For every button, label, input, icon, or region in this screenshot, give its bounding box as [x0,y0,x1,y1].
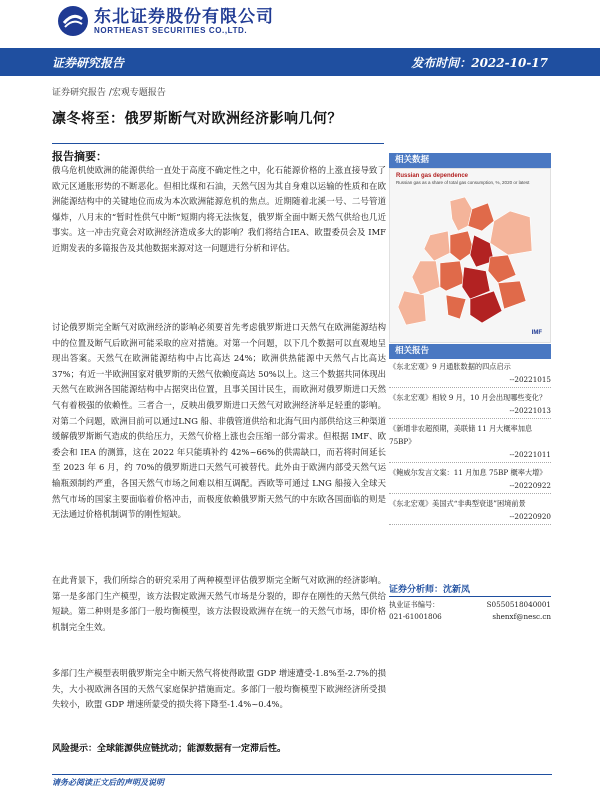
analyst-info [389,582,551,623]
summary-paragraph-1: 俄乌危机使欧洲的能源供给一直处于高度不确定性之中，化石能源价格的上涨直接导致了欧元区通胀形势的不断恶化。但相比煤和石油，天然气因为其自身难以运输的性质和在欧洲能源结构中的关键地位而成为本次欧洲能源危机的焦点。近期随着北溪一号、二号管道爆炸，八月末的“暂时性供气中断”短期内将无法恢复，俄罗斯全面中断天然气供给也几近事实。这一冲击究竟会对欧洲经济造成多大的影响？我们将结合IEA、欧盟委员会及 IMF 近期发表的多篇报告及其他数据来源对这一问题进行分析和评估。 [52,165,386,253]
related-report-date: --20220922 [389,479,551,494]
cert-number: S0550518040001 [486,600,551,609]
related-report-link[interactable]: 《东北宏观》9 月通胀数据的四点启示 [389,362,511,371]
company-name-en: NORTHEAST SECURITIES CO.,LTD. [94,25,248,35]
analyst-contact-row [389,611,551,623]
europe-map-graphic [390,191,550,341]
related-report-link[interactable]: 《东北宏观》相较 9 月，10 月会出现哪些变化？ [389,393,547,402]
related-report-link[interactable]: 《东北宏观》美国式“非典型衰退”困境前景 [389,499,526,508]
summary-paragraph-2: 讨论俄罗斯完全断气对欧洲经济的影响必须要首先考虑俄罗斯进口天然气在欧洲能源结构中的位置及断气后欧洲可能采取的应对措施。对第一个问题，以下几个数据可以直观地呈现出答案。天然气在欧洲能源结构中占比高达 24%；欧洲供热能源中天然气占比高达 37%；有近一半欧洲国家对俄罗斯的天然气依赖度高达 50%以上。这三个数据共同体现出天然气在欧洲各国能源结构中占据突出位置，且事关国计民生，而欧洲对俄罗斯进口天然气有着极强的依赖性。三者合一，反映出俄罗斯进口天然气对欧洲经济举足轻重的影响。对第二个问题，欧洲目前可以通过LNG 船、非俄管道供给和北海气田内部供给这三种渠道缓解俄罗斯断气造成的供给压力，天然气价格上涨也会压缩一部分需求。但根据 IMF、欧委会和 IEA 的测算，这在 2022 年只能填补约 42%~66%的供需缺口，而若将时间延长至 2023 年 6 月，约 70%的俄罗斯进口天然气可被替代。此外由于欧洲内部受天然气运输瓶颈制约严重，各国天然气市场之间难以相互调配。西欧等可通过 LNG 船接入全球天然气市场的国家主要面临着价格冲击，而极度依赖俄罗斯天然气的中东欧各国面临的则是无法通过价格机制调节的刚性短缺。 [52,322,386,520]
related-report-date: --20221015 [389,373,551,388]
company-name-cn: 东北证券股份有限公司 [94,6,274,27]
related-report-link[interactable]: 《鲍威尔发言文案：11 月加息 75BP 概率大增》 [389,468,547,477]
related-reports-heading: 相关报告 [389,344,551,359]
breadcrumb: 证券研究报告 /宏观专题报告 [52,88,166,98]
footer-disclaimer: 请务必阅读正文后的声明及说明 [52,774,552,788]
map-subtitle: Russian gas as a share of total gas consumption, %, 2020 or latest [396,180,530,185]
map-title: Russian gas dependence [396,173,469,179]
related-reports-list [389,360,551,528]
gas-dependence-map [389,168,551,343]
cert-label: 执业证书编号： [389,600,440,609]
summary-paragraph-4: 多部门生产模型表明俄罗斯完全中断天然气将使得欧盟 GDP 增速遭受-1.8%至-2.7%的损失，大小视欧洲各国的天然气家庭保护措施而定。多部门一般均衡模型下欧洲经济所受损失较小，欧盟 GDP 增速所蒙受的损失将下降至-1.4%~0.4%。 [52,668,386,710]
summary-paragraph-3: 在此背景下，我们所综合的研究采用了两种模型评估俄罗斯完全断气对欧洲的经济影响。第一是多部门生产模型，该方法假定欧洲天然气市场是分裂的，即存在刚性的天然气供给短缺。第二种则是多部门一般均衡模型，该方法假设欧洲存在统一的天然气市场，即价格机制完全生效。 [52,575,386,632]
analyst-name: 证券分析师：沈新凤 [389,582,551,597]
company-logo [58,6,274,36]
analyst-phone: 021-61001806 [389,612,442,621]
publish-date: 发布时间：2022-10-17 [411,56,548,70]
related-report-date: --20220920 [389,510,551,525]
risk-warning: 风险提示：全球能源供应链扰动；能源数据有一定滞后性。 [52,744,287,754]
page-title: 凛冬将至：俄罗斯断气对欧洲经济影响几何？ [52,111,342,127]
summary-heading: 报告摘要： [52,143,384,164]
report-type: 证券研究报告 [52,56,125,70]
related-report-date: --20221013 [389,404,551,419]
related-data-heading: 相关数据 [389,153,551,168]
analyst-cert-row [389,599,551,611]
related-report-link[interactable]: 《新增非农超预期，美联储 11 月大概率加息 75BP》 [389,424,533,446]
analyst-email[interactable]: shenxf@nesc.cn [492,612,551,621]
related-report-date: --20221011 [389,448,551,463]
company-emblem-icon [58,6,88,36]
map-source-brand: IMF [531,330,542,336]
header-bar [0,48,600,76]
